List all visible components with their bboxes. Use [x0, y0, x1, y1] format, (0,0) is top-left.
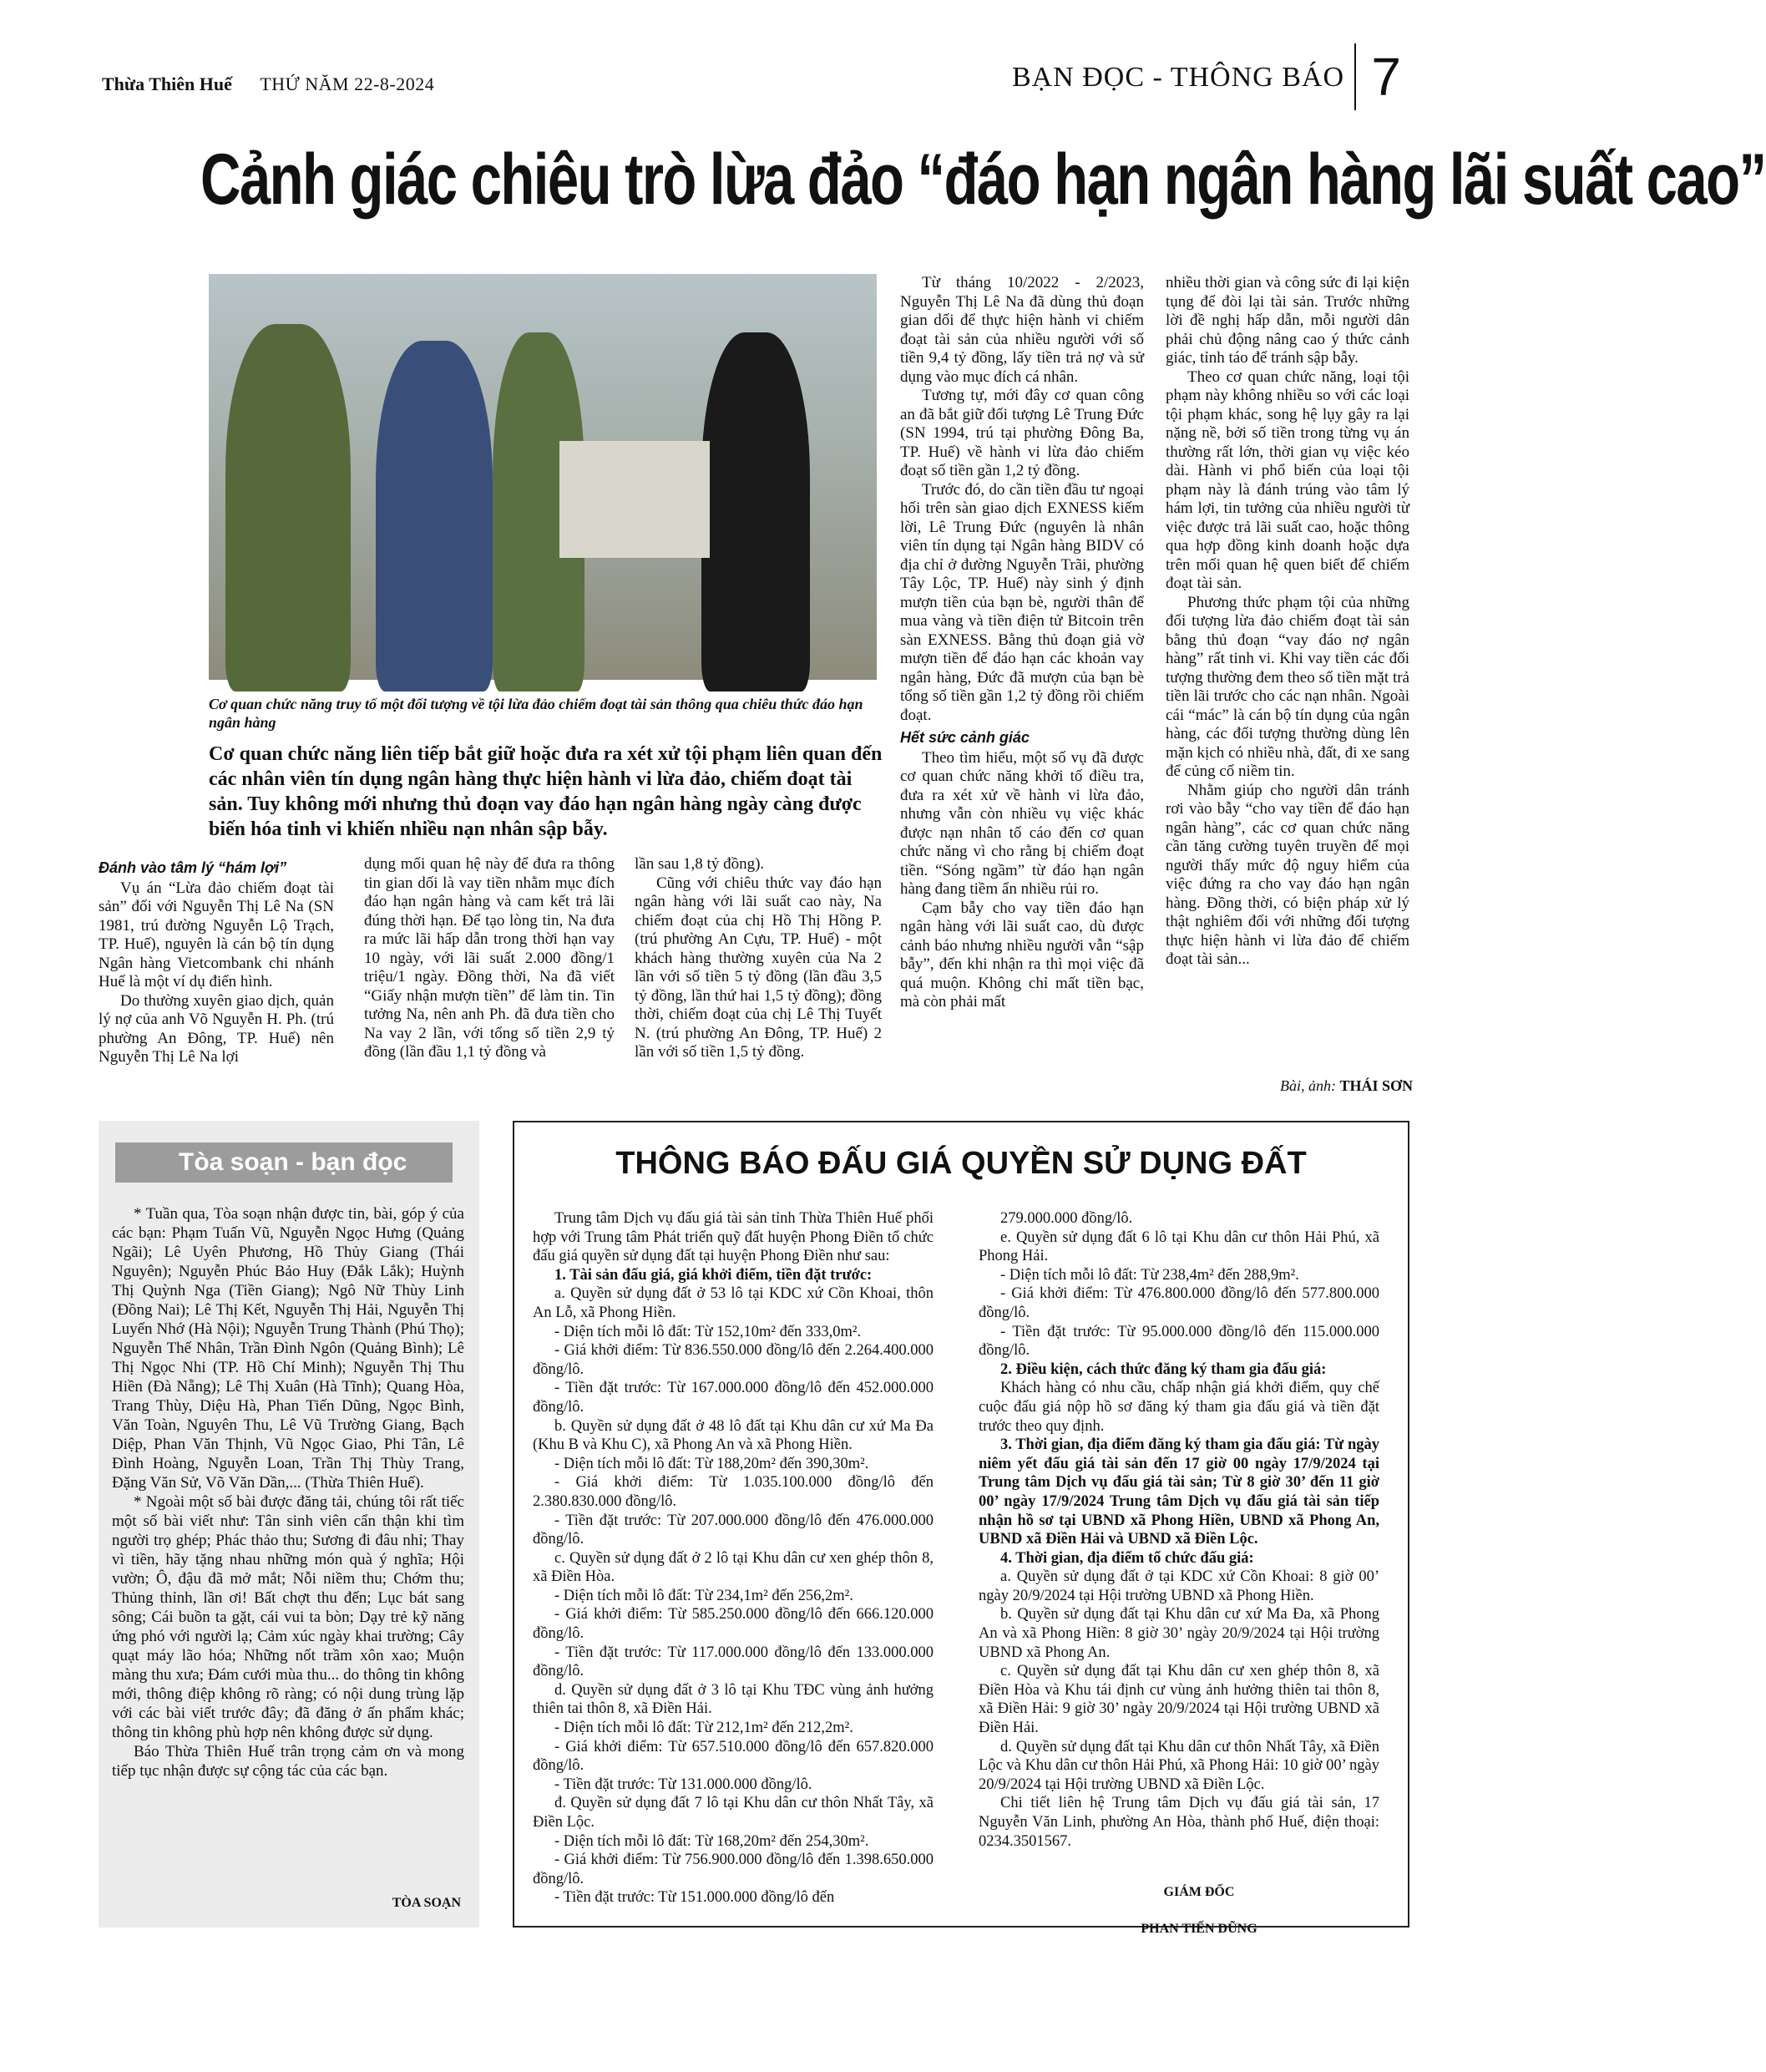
notice-paragraph: - Diện tích mỗi lô đất: Từ 168,20m² đến 254,30m². — [554, 1832, 869, 1850]
notice-column-left — [533, 1209, 934, 1907]
notice-paragraph: - Giá khởi điểm: Từ 756.900.000 đồng/lô đến 1.398.650.000 đồng/lô. — [533, 1852, 934, 1887]
photo-caption: Cơ quan chức năng truy tố một đối tượng về tội lừa đảo chiếm đoạt tài sản thông qua chiêu thức đáo hạn ngân hàng — [209, 696, 863, 731]
paragraph: Nhằm giúp cho người dân tránh rơi vào bẫy “cho vay tiền để đáo hạn ngân hàng”, các cơ quan chức năng cần tăng cường tuyên truyền để mọi người thấy mức độ nguy hiểm của việc đứng ra cho vay đáo hạn ngân hàng. Đồng thời, có biện pháp xử lý thật nghiêm đối với những đối tượng thực hiện hành vi lừa đảo để chiếm đoạt tài sản... — [1166, 781, 1409, 968]
notice-paragraph: - Tiền đặt trước: Từ 151.000.000 đồng/lô đến — [554, 1889, 835, 1907]
notice-signature — [1015, 1874, 1383, 1948]
paragraph: Tương tự, mới đây cơ quan công an đã bắt giữ đối tượng Lê Trung Đức (SN 1994, trú tại phường Đông Ba, TP. Huế) về hành vi lừa đảo chiếm đoạt số tiền gần 1,2 tỷ đồng. — [900, 387, 1144, 479]
notice-column-right — [979, 1209, 1379, 1851]
notice-paragraph: - Giá khởi điểm: Từ 657.510.000 đồng/lô đến 657.820.000 đồng/lô. — [533, 1738, 934, 1775]
paragraph: Theo cơ quan chức năng, loại tội phạm này không nhiều so với các loại tội phạm khác, song hệ lụy gây ra lại nặng nề, bởi số tiền trong từng vụ án thường rất lớn, thời gian vụ việc kéo dài. Hành vi phổ biến của loại tội phạm này là đánh trúng vào tâm lý hám lợi, tin tưởng của nhiều người từ việc được trả lãi suất cao, hoặc thông qua hợp đồng kinh doanh hoặc dựa trên mối quan hệ quen biết để chiếm đoạt tài sản. — [1166, 367, 1409, 592]
notice-title: THÔNG BÁO ĐẤU GIÁ QUYỀN SỬ DỤNG ĐẤT — [615, 1146, 1307, 1181]
notice-paragraph: - Diện tích mỗi lô đất: Từ 238,4m² đến 288,9m². — [1000, 1266, 1299, 1284]
notice-paragraph: - Diện tích mỗi lô đất: Từ 152,10m² đến 333,0m². — [554, 1323, 862, 1340]
notice-paragraph: - Tiền đặt trước: Từ 131.000.000 đồng/lô. — [554, 1776, 812, 1793]
byline-label: Bài, ảnh: — [1279, 1077, 1336, 1094]
notice-paragraph: 4. Thời gian, địa điểm tổ chức đấu giá: — [1000, 1549, 1254, 1567]
letters-body — [112, 1204, 464, 1781]
notice-paragraph: e. Quyền sử dụng đất 6 lô tại Khu dân cư thôn Hải Phú, xã Phong Hải. — [979, 1229, 1379, 1265]
notice-paragraph: - Giá khởi điểm: Từ 585.250.000 đồng/lô đến 666.120.000 đồng/lô. — [533, 1606, 934, 1643]
paragraph: Do thường xuyên giao dịch, quản lý nợ của anh Võ Nguyễn H. Ph. (trú phường An Đông, TP. Huế) nên Nguyễn Thị Lê Na lợi — [99, 991, 334, 1066]
notice-paragraph: 3. Thời gian, địa điểm đăng ký tham gia đấu giá: Từ ngày niêm yết đấu giá tài sản đến 17 giờ 00 ngày 17/9/2024 tại Trung tâm Dịch vụ đấu giá tài sản; Từ 8 giờ 30’ đến 11 giờ 00’ ngày 17/9/2024 Trung tâm Dịch vụ đấu giá tài sản tiếp nhận hồ sơ tại UBND xã Phong Hiền, UBND xã Phong An, UBND xã Điền Hải và UBND xã Điền Lộc. — [979, 1436, 1379, 1548]
letters-signature: TÒA SOẠN — [392, 1896, 461, 1910]
notice-paragraph: Khách hàng có nhu cầu, chấp nhận giá khởi điểm, quy chế cuộc đấu giá nộp hồ sơ đăng ký tham gia đấu giá và tiền đặt trước theo quy định. — [979, 1380, 1379, 1435]
notice-paragraph: - Giá khởi điểm: Từ 1.035.100.000 đồng/lô đến 2.380.830.000 đồng/lô. — [533, 1474, 934, 1510]
notice-paragraph: c. Quyền sử dụng đất tại Khu dân cư xen ghép thôn 8, xã Điền Hòa và Khu tái định cư vùng ảnh hưởng thiên tai thôn 8, xã Điền Hải: 9 giờ 30’ ngày 20/9/2024 tại Hội trường UBND xã Điền Hải. — [979, 1663, 1379, 1737]
masthead — [102, 73, 434, 95]
paragraph: dụng mối quan hệ này để đưa ra thông tin gian dối là vay tiền nhằm mục đích đáo hạn ngân hàng và cam kết trả lãi đúng thời hạn. Để tạo lòng tin, Na đưa ra mức lãi hấp dẫn trong thời hạn vay 10 ngày, với lãi suất 2.000 đồng/1 triệu/1 ngày. Đồng thời, Na đã viết “Giấy nhận mượn tiền” để làm tin. Tin tưởng Na, nên anh Ph. đã đưa tiền cho Na vay 2 lần, với tổng số tiền 2,9 tỷ đồng (lần đầu 1,1 tỷ đồng và — [364, 855, 615, 1061]
paragraph: Theo tìm hiểu, một số vụ đã được cơ quan chức năng khởi tố điều tra, đưa ra xét xử về hành vi lừa đảo, nhưng vẫn còn nhiều vụ việc khác được nạn nhân tố cáo đến cơ quan chức năng vì cho rằng bị chiếm đoạt tiền. “Sóng ngầm” từ đáo hạn ngân hàng đang tiềm ẩn nhiều rủi ro. — [900, 748, 1144, 898]
paragraph: Phương thức phạm tội của những đối tượng lừa đảo chiếm đoạt tài sản bằng thủ đoạn “vay đáo nợ ngân hàng” rất tinh vi. Khi vay tiền các đối tượng thường đem theo số tiền mặt trả tiền lãi trước cho các nạn nhân. Ngoài cái “mác” là cán bộ tín dụng của ngân hàng, các đối tượng thường dùng lên mặn kịch có nhiều nhà, đất, đi xe sang để củng cố niềm tin. — [1166, 593, 1409, 780]
section-title: BẠN ĐỌC - THÔNG BÁO — [1011, 62, 1344, 93]
notice-paragraph: - Diện tích mỗi lô đất: Từ 188,20m² đến 390,30m². — [554, 1455, 869, 1472]
paragraph: * Ngoài một số bài được đăng tải, chúng tôi rất tiếc một số bài viết như: Tân sinh viên cẩn thận khi tìm người trọ ghép; Phác thảo thu; Sương đi đâu nhỉ; Thay vì tiền, hãy tặng nhau những món quà ý nghĩa; Hội vườn; Ô, đậu đã mở mắt; Nỗi niềm thu; Chớm thu; Thủng thỉnh, lần ơi! Bất chợt thu đến; Lục bát sang sông; Cái buồn ta gặt, cái vui ta bòn; Dạy trẻ kỹ năng ứng phó với người lạ; Cảm xúc ngày khai trường; Cây quạt máy lão hóa; Những nốt trầm xôn xao; Muộn màng thu xưa; Đám cưới mùa thu... do thông tin không mới, thông điệp không rõ ràng; có nội dung trùng lặp với các bài viết trước đây; đã đăng ở ấn phẩm khác; thông tin không phù hợp nên không được sử dụng. — [112, 1493, 464, 1741]
notice-paragraph: 279.000.000 đồng/lô. — [1000, 1210, 1133, 1227]
notice-paragraph: đ. Quyền sử dụng đất 7 lô tại Khu dân cư thôn Nhất Tây, xã Điền Lộc. — [533, 1795, 934, 1831]
paragraph: * Tuần qua, Tòa soạn nhận được tin, bài, góp ý của các bạn: Phạm Tuấn Vũ, Nguyễn Ngọc Hưng (Quảng Ngãi); Lê Uyên Phương, Hồ Thủy Giang (Thái Nguyên); Nguyễn Phúc Bảo Huy (Đắk Lắk); Huỳnh Thị Quỳnh Nga (Tiền Giang); Ngô Nữ Thùy Linh (Đồng Nai); Lê Thị Kết, Nguyễn Thị Hải, Nguyễn Thị Luyến Nhớ (Hà Nội); Nguyễn Trung Thành (Phú Thọ); Nguyễn Thế Nhân, Trần Đình Ngôn (Quảng Bình); Lê Thị Ngọc Nhi (TP. Hồ Chí Minh); Nguyễn Thị Thu Hiền (Đà Nẵng); Lê Thị Xuân (Hà Tĩnh); Quang Hòa, Trang Thùy, Diệu Hà, Phan Tiến Dũng, Ngọc Bình, Văn Toàn, Nguyên Thu, Lê Vũ Trường Giang, Bạch Diệp, Phan Văn Thịnh, Vũ Ngọc Giao, Phi Tân, Lê Đình Hoàng, Nguyễn Loan, Trần Thị Thùy Trang, Đặng Văn Sử, Võ Văn Dần,... (Thừa Thiên Huế). — [112, 1205, 464, 1492]
letters-box — [99, 1121, 479, 1928]
notice-paragraph: - Tiền đặt trước: Từ 207.000.000 đồng/lô đến 476.000.000 đồng/lô. — [533, 1512, 934, 1548]
notice-paragraph: Trung tâm Dịch vụ đấu giá tài sản tỉnh Thừa Thiên Huế phối hợp với Trung tâm Phát triển quỹ đất huyện Phong Điền tổ chức đấu giá quyền sử dụng đất tại huyện Phong Điền như sau: — [533, 1210, 934, 1265]
notice-paragraph: d. Quyền sử dụng đất tại Khu dân cư thôn Nhất Tây, xã Điền Lộc và Khu dân cư thôn Hải Phú, xã Phong Hải: 10 giờ 00’ ngày 20/9/2024 tại Hội trường UBND xã Điền Lộc. — [979, 1738, 1379, 1793]
signature-name: PHAN TIẾN DŨNG — [1141, 1922, 1257, 1936]
notice-paragraph: Chi tiết liên hệ Trung tâm Dịch vụ đấu giá tài sản, 17 Nguyễn Văn Linh, phường An Hòa, thành phố Huế, điện thoại: 0234.3501567. — [979, 1795, 1379, 1850]
byline-name: THÁI SƠN — [1339, 1077, 1413, 1094]
notice-paragraph: - Tiền đặt trước: Từ 117.000.000 đồng/lô đến 133.000.000 đồng/lô. — [533, 1644, 934, 1680]
paragraph: Báo Thừa Thiên Huế trân trọng cảm ơn và mong tiếp tục nhận được sự cộng tác của các bạn. — [112, 1743, 464, 1780]
notice-paragraph: - Diện tích mỗi lô đất: Từ 234,1m² đến 256,2m². — [554, 1587, 853, 1604]
paragraph: Từ tháng 10/2022 - 2/2023, Nguyễn Thị Lê Na đã dùng thủ đoạn gian dối để thực hiện hành vi chiếm đoạt tài sản của nhiều người với số tiền 9,4 tỷ đồng, lấy tiền trả nợ và sử dụng vào mục đích cá nhân. — [900, 274, 1144, 386]
page-number: 7 — [1354, 43, 1401, 110]
subhead-1: Đánh vào tâm lý “hám lợi” — [99, 859, 287, 876]
paragraph: Cũng với chiêu thức vay đáo hạn ngân hàng với lãi suất cao này, Na chiếm đoạt của chị Hồ Thị Hồng P. (trú phường An Cựu, TP. Huế) - một khách hàng thường xuyên của Na 2 lần với số tiền 5 tỷ đồng (lần đầu 3,5 tỷ đồng, lần thứ hai 1,5 tỷ đồng); đồng thời, chiếm đoạt của chị Lê Thị Tuyết N. (trú phường An Đông, TP. Huế) 2 lần với số tiền 1,5 tỷ đồng. — [635, 874, 882, 1061]
notice-paragraph: a. Quyền sử dụng đất ở 53 lô tại KDC xứ Cồn Khoai, thôn An Lỗ, xã Phong Hiền. — [533, 1285, 934, 1321]
auction-notice — [513, 1121, 1409, 1936]
article-column-1 — [99, 855, 334, 1067]
notice-paragraph: d. Quyền sử dụng đất ở 3 lô tại Khu TĐC vùng ảnh hưởng thiên tai thôn 8, xã Điền Hải. — [533, 1681, 934, 1718]
notice-paragraph: - Tiền đặt trước: Từ 167.000.000 đồng/lô đến 452.000.000 đồng/lô. — [533, 1380, 934, 1416]
letters-title: Tòa soạn - bạn đọc — [115, 1142, 453, 1183]
notice-paragraph: b. Quyền sử dụng đất ở 48 lô đất tại Khu dân cư xứ Ma Đa (Khu B và Khu C), xã Phong An và xã Phong Hiền. — [533, 1417, 934, 1454]
notice-paragraph: - Tiền đặt trước: Từ 95.000.000 đồng/lô đến 115.000.000 đồng/lô. — [979, 1323, 1379, 1360]
notice-paragraph: - Diện tích mỗi lô đất: Từ 212,1m² đến 212,2m². — [554, 1720, 853, 1737]
signature-title: GIÁM ĐỐC — [1163, 1885, 1235, 1899]
notice-paragraph: - Giá khởi điểm: Từ 836.550.000 đồng/lô đến 2.264.400.000 đồng/lô. — [533, 1342, 934, 1378]
article-photo — [209, 274, 877, 680]
byline — [1280, 1077, 1413, 1095]
headline: Cảnh giác chiêu trò lừa đảo “đáo hạn ngân hàng lãi suất cao” — [200, 139, 1766, 220]
issue-date: THỨ NĂM 22-8-2024 — [260, 73, 435, 94]
subhead-2: Hết sức cảnh giác — [900, 729, 1030, 746]
article-column-4 — [900, 274, 1144, 1012]
notice-paragraph: c. Quyền sử dụng đất ở 2 lô tại Khu dân cư xen ghép thôn 8, xã Điền Hòa. — [533, 1549, 934, 1586]
paragraph: Vụ án “Lừa đảo chiếm đoạt tài sản” đối với Nguyễn Thị Lê Na (SN 1981, trú đường Nguyễn Lộ Trạch, TP. Huế), nguyên là cán bộ tín dụng Ngân hàng Vietcombank chi nhánh Huế là một ví dụ điển hình. — [99, 879, 334, 990]
paragraph: Trước đó, do cần tiền đầu tư ngoại hối trên sàn giao dịch EXNESS kiếm lời, Lê Trung Đức (nguyên là nhân viên tín dụng tại Ngân hàng BIDV có địa chỉ ở đường Nguyễn Trãi, phường Tây Lộc, TP. Huế) này sinh ý định mượn tiền của bạn bè, người thân để mua vàng và tiền điện tử Bitcoin trên sàn EXNESS. Bằng thủ đoạn giả vờ mượn tiền để đáo hạn các khoản vay ngân hàng, Đức đã mượn của bạn bè tổng số tiền gần 1,2 tỷ đồng rồi chiếm đoạt. — [900, 480, 1144, 724]
paper-name: Thừa Thiên Huế — [102, 73, 232, 94]
notice-paragraph: 2. Điều kiện, cách thức đăng ký tham gia đấu giá: — [1000, 1360, 1327, 1378]
paragraph: nhiều thời gian và công sức đi lại kiện tụng để đòi lại tài sản. Trước những lời đề nghị hấp dẫn, mỗi người dân phải chủ động nâng cao ý thức cảnh giác, tỉnh táo để tránh sập bẫy. — [1166, 274, 1409, 367]
notice-paragraph: 1. Tài sản đấu giá, giá khởi điểm, tiền đặt trước: — [554, 1266, 873, 1284]
article-column-2 — [364, 855, 615, 1062]
notice-paragraph: a. Quyền sử dụng đất ở tại KDC xứ Cồn Khoai: 8 giờ 00’ ngày 20/9/2024 tại Hội trường UBND xã Phong Hiền. — [979, 1568, 1379, 1604]
article-column-3 — [635, 855, 882, 1062]
paragraph: lần sau 1,8 tỷ đồng). — [635, 855, 765, 873]
paragraph: Cạm bẫy cho vay tiền đáo hạn ngân hàng với lãi suất cao, dù được cảnh báo nhưng nhiều người vẫn “sập bẫy”, đến khi nhận ra thì mọi việc đã quá muộn. Không chỉ mất tiền bạc, mà còn phải mất — [900, 899, 1144, 1011]
notice-paragraph: - Giá khởi điểm: Từ 476.800.000 đồng/lô đến 577.800.000 đồng/lô. — [979, 1285, 1379, 1321]
article-lead: Cơ quan chức năng liên tiếp bắt giữ hoặc đưa ra xét xử tội phạm liên quan đến các nhân viên tín dụng ngân hàng thực hiện hành vi lừa đảo, chiếm đoạt tài sản. Tuy không mới nhưng thủ đoạn vay đáo hạn ngân hàng ngày càng được biến hóa tinh vi khiến nhiều nạn nhân sập bẫy. — [209, 743, 883, 840]
article-column-5 — [1166, 274, 1409, 970]
notice-paragraph: b. Quyền sử dụng đất tại Khu dân cư xứ Ma Đa, xã Phong An và xã Phong Hiền: 8 giờ 30’ ngày 20/9/2024 tại Hội trường UBND xã Phong An. — [979, 1606, 1379, 1661]
